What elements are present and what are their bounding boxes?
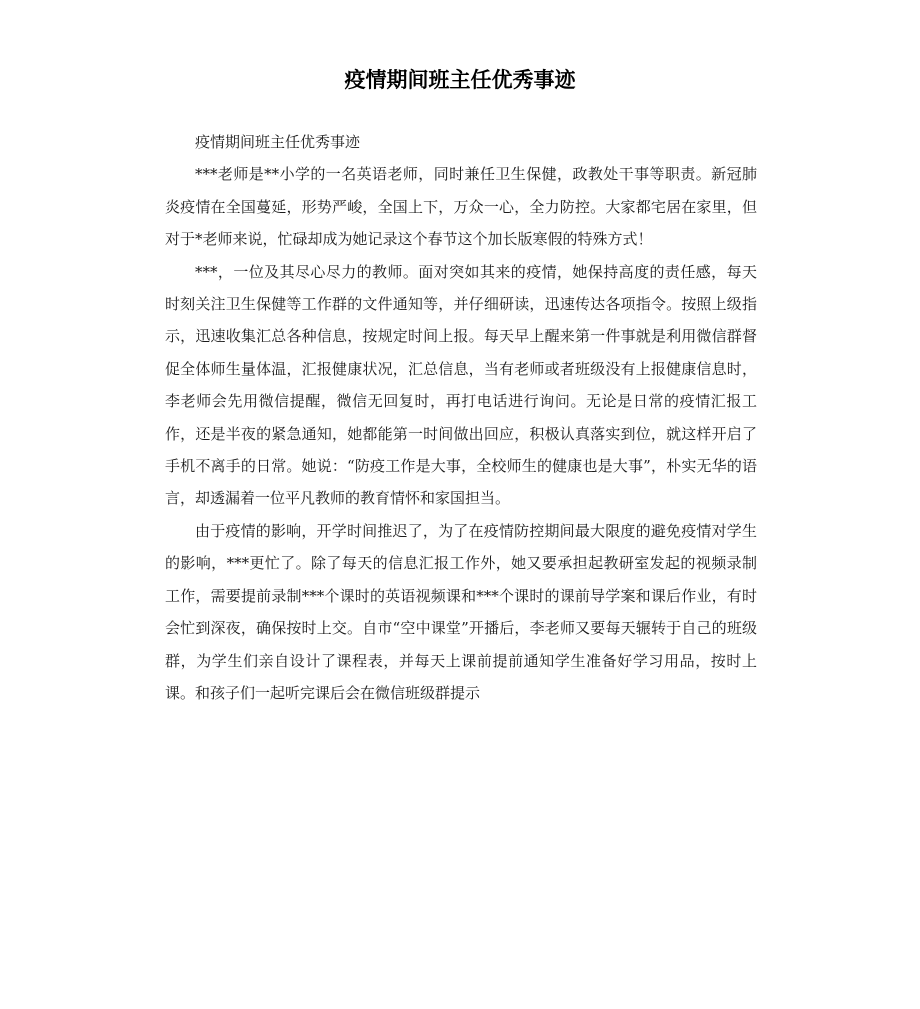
document-title: 疫情期间班主任优秀事迹 xyxy=(344,68,576,92)
paragraph-subtitle: 疫情期间班主任优秀事迹 xyxy=(195,133,361,151)
document-body xyxy=(165,126,757,709)
paragraph: ***，一位及其尽心尽力的教师。面对突如其来的疫情，她保持高度的责任感，每天时刻关注卫生保健等工作群的文件通知等，并仔细研读，迅速传达各项指令。按照上级指示，迅速收集汇总各种信息，按规定时间上报。每天早上醒来第一件事就是利用微信群督促全体师生量体温，汇报健康状况，汇总信息，当有老师或者班级没有上报健康信息时，李老师会先用微信提醒，微信无回复时，再打电话进行询问。无论是日常的疫情汇报工作，还是半夜的紧急通知，她都能第一时间做出回应，积极认真落实到位，就这样开启了手机不离手的日常。她说：“防疫工作是大事，全校师生的健康也是大事”，朴实无华的语言，却透漏着一位平凡教师的教育情怀和家国担当。 xyxy=(165,262,757,508)
paragraph: 由于疫情的影响，开学时间推迟了，为了在疫情防控期间最大限度的避免疫情对学生的影响，***更忙了。除了每天的信息汇报工作外，她又要承担起教研室发起的视频录制工作，需要提前录制***个课时的英语视频课和***个课时的课前导学案和课后作业，有时会忙到深夜，确保按时上交。自市“空中课堂”开播后，李老师又要每天辗转于自己的班级群，为学生们亲自设计了课程表，并每天上课前提前通知学生准备好学习用品，按时上课。和孩子们一起听完课后会在微信班级群提示 xyxy=(165,521,757,702)
paragraph: ***老师是**小学的一名英语老师，同时兼任卫生保健，政教处干事等职责。新冠肺炎疫情在全国蔓延，形势严峻，全国上下，万众一心，全力防控。大家都宅居在家里，但对于*老师来说，忙碌却成为她记录这个春节这个加长版寒假的特殊方式！ xyxy=(165,165,757,249)
